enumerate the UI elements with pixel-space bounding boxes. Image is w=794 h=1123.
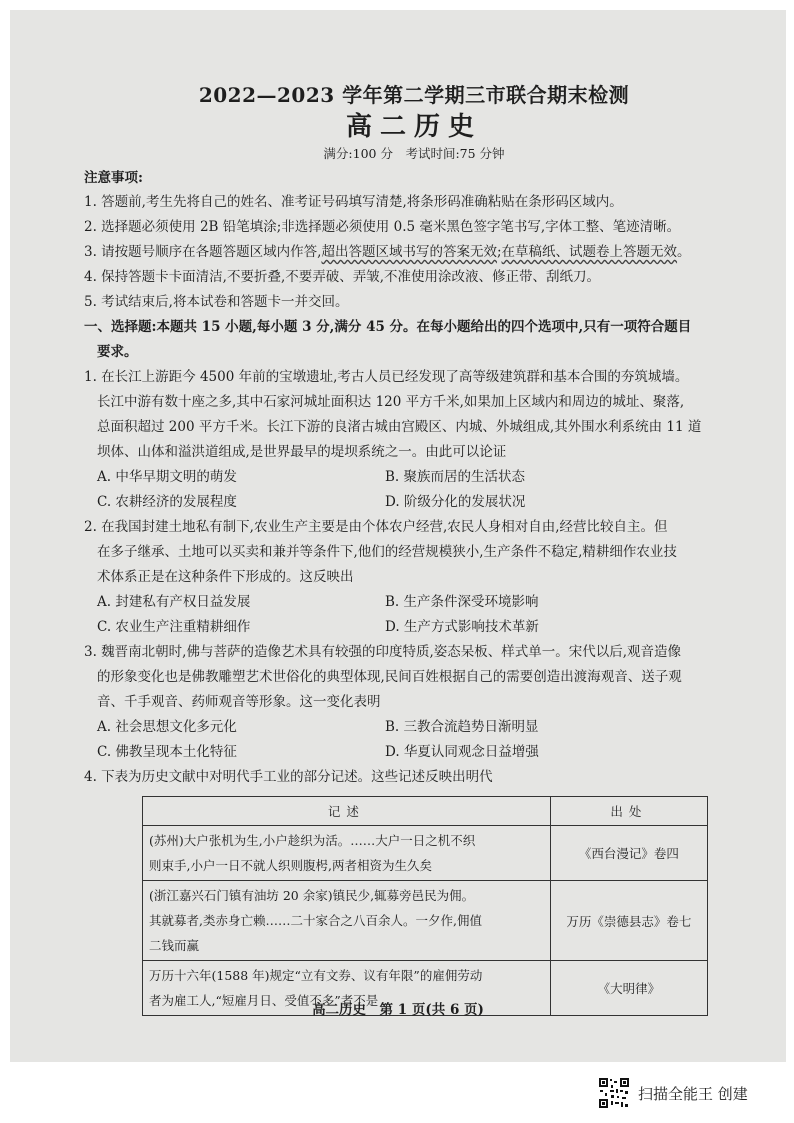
page-footer: 高二历史 第 1 页(共 6 页) — [312, 1002, 484, 1018]
notice-item: 1. 答题前,考生先将自己的姓名、准考证号码填写清楚,将条形码准确粘贴在条形码区域内。 — [84, 194, 623, 210]
question-4 — [84, 765, 744, 1016]
notice-item3-prefix: 3. 请按题号顺序在各题答题区域内作答, — [84, 244, 322, 260]
option-b: B. 生产条件深受环境影响 — [385, 594, 539, 610]
option-c: C. 佛教呈现本土化特征 — [97, 744, 237, 760]
options — [84, 590, 744, 640]
question-line: 4. 下表为历史文献中对明代手工业的部分记述。这些记述反映出明代 — [84, 769, 493, 785]
notice-item3-end: 。 — [677, 244, 691, 260]
notice-item: 4. 保持答题卡卡面清洁,不要折叠,不要弄破、弄皱,不准使用涂改液、修正带、刮纸刀。 — [84, 269, 601, 285]
scanner-watermark — [598, 1076, 778, 1110]
option-d: D. 阶级分化的发展状况 — [385, 494, 526, 510]
record-line: 二钱而赢 — [149, 938, 200, 953]
qr-code-icon — [598, 1077, 630, 1109]
record-line: 者为雇工人,“短雇月日、受值不多”者不是 — [149, 993, 379, 1008]
source-cell: 《西台漫记》卷四 — [550, 826, 707, 881]
question-line: 长江中游有数十座之多,其中石家河城址面积达 120 平方千米,如果加上区域内和周边的城址、聚落, — [97, 394, 685, 410]
header-source: 出处 — [550, 797, 707, 826]
option-c: C. 农耕经济的发展程度 — [97, 494, 237, 510]
exam-page — [10, 10, 786, 1062]
records-table — [142, 796, 708, 1016]
notice-item3-emphasis: 超出答题区域书写的答案无效 — [321, 244, 497, 260]
record-line: (苏州)大户张机为生,小户趁织为活。……大户一日之机不织 — [149, 833, 476, 848]
score-time-info: 满分:100 分 考试时间:75 分钟 — [323, 146, 505, 161]
notice-item3-sep: ; — [496, 244, 502, 260]
option-a: A. 封建私有产权日益发展 — [97, 594, 251, 610]
record-line: 其就募者,类赤身亡赖……二十家合之八百余人。一夕作,佣值 — [149, 913, 482, 928]
page-content — [84, 82, 744, 1016]
section-heading-cont: 要求。 — [97, 344, 138, 360]
notice-item: 5. 考试结束后,将本试卷和答题卡一并交回。 — [84, 294, 349, 310]
table-row — [143, 881, 708, 961]
section-heading: 一、选择题:本题共 15 小题,每小题 3 分,满分 45 分。在每小题给出的四个选项中,只有一项符合题目 — [84, 319, 692, 335]
option-a: A. 中华早期文明的萌发 — [97, 469, 237, 485]
option-d: D. 生产方式影响技术革新 — [385, 619, 539, 635]
question-line: 总面积超过 200 平方千米。长江下游的良渚古城由宫殿区、内城、外城组成,其外围水利系统由 11 道 — [97, 419, 702, 435]
record-line: 则束手,小户一日不就人织则腹枵,两者相资为生久矣 — [149, 858, 432, 873]
source-cell: 《大明律》 — [550, 961, 707, 1016]
record-cell — [143, 881, 551, 961]
table-header-row — [143, 797, 708, 826]
options — [84, 715, 744, 765]
question-1 — [84, 365, 744, 515]
option-d: D. 华夏认同观念日益增强 — [385, 744, 539, 760]
notice-heading: 注意事项: — [84, 170, 143, 186]
question-line: 音、千手观音、药师观音等形象。这一变化表明 — [97, 694, 381, 710]
record-cell — [143, 826, 551, 881]
question-line: 在多子继承、土地可以买卖和兼并等条件下,他们的经营规模狭小,生产条件不稳定,精耕细作农业技 — [97, 544, 677, 560]
question-line: 3. 魏晋南北朝时,佛与菩萨的造像艺术具有较强的印度特质,姿态呆板、样式单一。宋代以后,观音造像 — [84, 644, 682, 660]
exam-title: 2022—2023 学年第二学期三市联合期末检测 — [198, 83, 630, 107]
option-a: A. 社会思想文化多元化 — [97, 719, 237, 735]
options — [84, 465, 744, 515]
notice-item3-emphasis: 在草稿纸、试题卷上答题无效 — [501, 244, 678, 260]
scanner-label: 扫描全能王 创建 — [638, 1084, 748, 1103]
question-line: 1. 在长江上游距今 4500 年前的宝墩遗址,考古人员已经发现了高等级建筑群和基本合围的夯筑城墙。 — [84, 369, 689, 385]
subject-title: 高二历史 — [345, 112, 482, 142]
question-line: 2. 在我国封建土地私有制下,农业生产主要是由个体农户经营,农民人身相对自由,经营比较自主。但 — [84, 519, 668, 535]
table-row — [143, 826, 708, 881]
header-record: 记述 — [143, 797, 551, 826]
notice-item — [84, 240, 744, 265]
option-c: C. 农业生产注重精耕细作 — [97, 619, 251, 635]
option-b: B. 聚族而居的生活状态 — [385, 469, 526, 485]
notice-item: 2. 选择题必须使用 2B 铅笔填涂;非选择题必须使用 0.5 毫米黑色签字笔书写,字体工整、笔迹清晰。 — [84, 219, 681, 235]
question-line: 的形象变化也是佛教雕塑艺术世俗化的典型体现,民间百姓根据自己的需要创造出渡海观音、送子观 — [97, 669, 682, 685]
question-3 — [84, 640, 744, 765]
record-line: (浙江嘉兴石门镇有油坊 20 余家)镇民少,辄募旁邑民为佣。 — [149, 888, 475, 903]
record-line: 万历十六年(1588 年)规定“立有文券、议有年限”的雇佣劳动 — [149, 968, 483, 983]
question-line: 术体系正是在这种条件下形成的。这反映出 — [97, 569, 354, 585]
question-2 — [84, 515, 744, 640]
question-line: 坝体、山体和溢洪道组成,是世界最早的堤坝系统之一。由此可以论证 — [97, 444, 507, 460]
source-cell: 万历《崇德县志》卷七 — [550, 881, 707, 961]
option-b: B. 三教合流趋势日渐明显 — [385, 719, 539, 735]
